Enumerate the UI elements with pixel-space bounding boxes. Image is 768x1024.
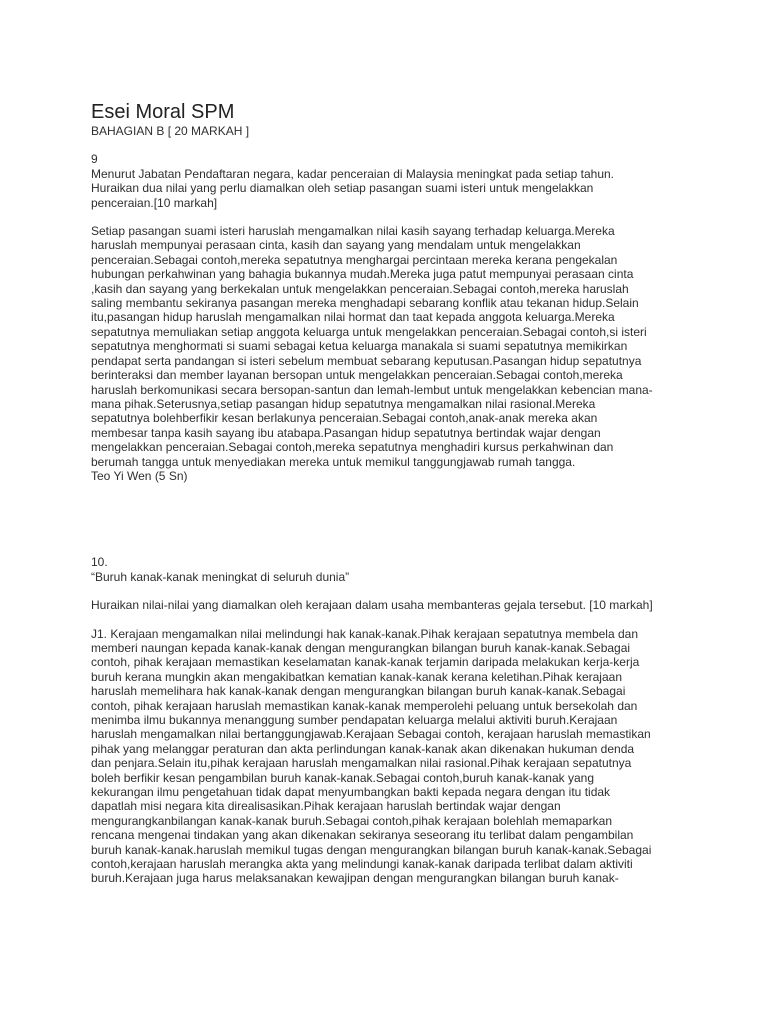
spacer (91, 584, 691, 598)
question-10-number: 10. (91, 555, 108, 570)
spacer (91, 613, 691, 627)
question-9-number: 9 (91, 152, 98, 167)
question-10-answer: J1. Kerajaan mengamalkan nilai melindungi hak kanak-kanak.Pihak kerajaan sepatutnya membela dan memberi naungan kepada kanak-kanak dengan mengurangkan bilangan buruh kanak-kanak.Sebagai contoh, pihak kerajaan memastikan keselamatan kanak-kanak terjamin daripada melakukan kerja-kerja buruh kerana mungkin akan mengakibatkan kematian kanak-kanak kerana keletihan.Pihak kerajaan haruslah memelihara hak kanak-kanak dengan mengurangkan bilangan buruh kanak-kanak.Sebagai contoh, pihak kerajaan haruslah memastikan kanak-kanak memperolehi peluang untuk bersekolah dan menimba ilmu bukannya menanggung sumber pendapatan keluarga melalui aktiviti buruh.Kerajaan haruslah mengamalkan nilai bertanggungjawab.Kerajaan Sebagai contoh, kerajaan haruslah memastikan pihak yang melanggar peraturan dan akta perlindungan kanak-kanak akan dikenakan hukuman denda dan penjara.Selain itu,pihak kerajaan haruslah mengamalkan nilai rasional.Pihak kerajaan sepatutnya boleh berfikir kesan pengambilan buruh kanak-kanak.Sebagai contoh,buruh kanak-kanak yang kekurangan ilmu pengetahuan tidak dapat menyumbangkan bakti kepada negara dengan itu tidak dapatlah misi negara kita direalisasikan.Pihak kerajaan haruslah bertindak wajar dengan mengurangkanbilangan kanak-kanak buruh.Sebagai contoh,pihak kerajaan bolehlah memaparkan rencana mengenai tindakan yang akan dikenakan sekiranya seseorang itu terlibat dalam pengambilan buruh kanak-kanak.haruslah memikul tugas dengan mengurangkan bilangan buruh kanak-kanak.Sebagai contoh,kerajaan haruslah merangka akta yang melindungi kanak-kanak daripada terlibat dalam aktiviti buruh.Kerajaan juga harus melaksanakan kewajipan dengan mengurangkan bilangan buruh kanak- (91, 626, 652, 886)
section-heading: BAHAGIAN B [ 20 MARKAH ] (91, 124, 250, 138)
question-9-text: Menurut Jabatan Pendaftaran negara, kadar penceraian di Malaysia meningkat pada setiap tahun. Huraikan dua nilai yang perlu diamalkan oleh setiap pasangan suami isteri untuk mengelakkan penceraian.[10 markah] (91, 166, 615, 210)
spacer (91, 483, 691, 555)
document-title: Esei Moral SPM (91, 101, 235, 123)
question-9-answer: Setiap pasangan suami isteri haruslah mengamalkan nilai kasih sayang terhadap keluarga.Mereka haruslah mempunyai perasaan cinta, kasih dan sayang yang mendalam untuk mengelakkan penceraian.Sebagai contoh,mereka sepatutnya menghargai percintaan mereka kerana pengekalan hubungan perkahwinan yang bahagia bukannya mudah.Mereka juga patut mempunyai perasaan cinta ,kasih dan sayang yang berkekalan untuk mengelakkan penceraian.Sebagai contoh,mereka haruslah saling membantu sekiranya pasangan mereka menghadapi sebarang konflik atau tekanan hidup.Selain itu,pasangan hidup haruslah mengamalkan nilai hormat dan taat kepada anggota keluarga.Mereka sepatutnya memuliakan setiap anggota keluarga untuk mengelakkan penceraian.Sebagai contoh,si isteri sepatutnya menghormati si suami sebagai ketua keluarga manakala si suami sepatutnya memikirkan pendapat serta pandangan si isteri sebelum membuat sebarang keputusan.Pasangan hidup sepatutnya berinteraksi dan member layanan bersopan untuk mengelakkan penceraian.Sebagai contoh,mereka haruslah berkomunikasi secara bersopan-santun dan lemah-lembut untuk mengelakkan kebencian mana- mana pihak.Seterusnya,setiap pasangan hidup sepatutnya mengamalkan nilai rasional.Mereka sepatutnya bolehberfikir kesan berlakunya penceraian.Sebagai contoh,anak-anak mereka akan membesar tanpa kasih sayang ibu atabapa.Pasangan hidup sepatutnya bertindak wajar dengan mengelakkan penceraian.Sebagai contoh,mereka sepatutnya menghadiri kursus perkahwinan dan berumah tangga untuk menyediakan mereka untuk memikul tanggungjawab rumah tangga. (91, 224, 653, 469)
spacer (91, 138, 691, 152)
question-10-quote: “Buruh kanak-kanak meningkat di seluruh dunia” (91, 569, 350, 584)
question-9-author: Teo Yi Wen (5 Sn) (91, 468, 188, 483)
question-10-text: Huraikan nilai-nilai yang diamalkan oleh kerajaan dalam usaha membanteras gejala tersebut. [10 markah] (91, 598, 653, 613)
spacer (91, 210, 691, 224)
document-page (91, 100, 691, 886)
